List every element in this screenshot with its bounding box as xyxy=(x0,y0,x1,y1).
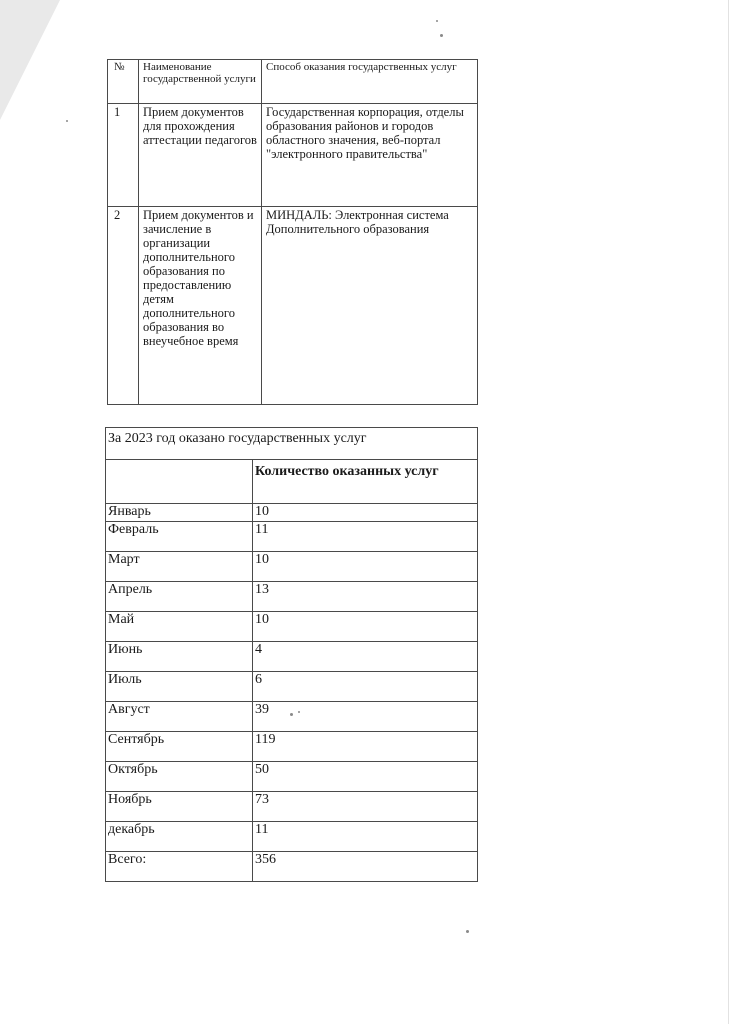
month-label: Февраль xyxy=(106,522,253,552)
scan-speck xyxy=(436,20,438,22)
service-name: Прием документов для прохождения аттестации педагогов xyxy=(139,104,262,207)
month-label: Октябрь xyxy=(106,762,253,792)
table-row xyxy=(108,104,478,207)
scan-shadow-corner xyxy=(0,0,60,120)
table-row xyxy=(106,822,478,852)
month-label: Июль xyxy=(106,672,253,702)
total-row xyxy=(106,852,478,882)
month-label: Январь xyxy=(106,504,253,522)
month-count: 13 xyxy=(253,582,478,612)
month-count: 4 xyxy=(253,642,478,672)
month-label: Август xyxy=(106,702,253,732)
month-label: Июнь xyxy=(106,642,253,672)
stats-caption-row xyxy=(106,428,478,460)
stats-caption: За 2023 год оказано государственных услуг xyxy=(106,428,478,460)
scan-speck xyxy=(440,34,443,37)
table-row xyxy=(108,207,478,405)
header-service-name: Наименование государственной услуги xyxy=(139,60,262,104)
scan-speck xyxy=(66,120,68,122)
month-label: Май xyxy=(106,612,253,642)
service-method: Государственная корпорация, отделы образования районов и городов областного значения, веб-портал "электронного правительства" xyxy=(262,104,478,207)
month-count: 39 xyxy=(253,702,478,732)
stats-header-label xyxy=(106,460,253,504)
table-row xyxy=(106,612,478,642)
table-row xyxy=(106,522,478,552)
month-label: Ноябрь xyxy=(106,792,253,822)
month-count: 50 xyxy=(253,762,478,792)
header-number: № xyxy=(108,60,139,104)
service-name: Прием документов и зачисление в организации дополнительного образования по предоставлению детям дополнительного образования во внеучебное время xyxy=(139,207,262,405)
service-method: МИНДАЛЬ: Электронная система Дополнительного образования xyxy=(262,207,478,405)
services-table xyxy=(107,59,478,405)
table-row xyxy=(106,762,478,792)
table-row xyxy=(106,732,478,762)
total-label: Всего: xyxy=(106,852,253,882)
month-count: 6 xyxy=(253,672,478,702)
month-count: 10 xyxy=(253,612,478,642)
table-row xyxy=(106,552,478,582)
table-row xyxy=(106,642,478,672)
month-count: 73 xyxy=(253,792,478,822)
table-row xyxy=(106,504,478,522)
scan-speck xyxy=(466,930,469,933)
month-label: декабрь xyxy=(106,822,253,852)
header-service-method: Способ оказания государственных услуг xyxy=(262,60,478,104)
month-label: Сентябрь xyxy=(106,732,253,762)
table-row xyxy=(106,792,478,822)
month-count: 11 xyxy=(253,822,478,852)
month-count: 10 xyxy=(253,552,478,582)
month-count: 11 xyxy=(253,522,478,552)
total-value: 356 xyxy=(253,852,478,882)
stats-table xyxy=(105,427,478,882)
row-number: 2 xyxy=(108,207,139,405)
month-label: Март xyxy=(106,552,253,582)
month-label: Апрель xyxy=(106,582,253,612)
stats-header-value: Количество оказанных услуг xyxy=(253,460,478,504)
table-row xyxy=(106,582,478,612)
table-row xyxy=(106,702,478,732)
month-count: 10 xyxy=(253,504,478,522)
row-number: 1 xyxy=(108,104,139,207)
table-row xyxy=(106,672,478,702)
scan-page-edge xyxy=(728,0,729,1024)
month-count: 119 xyxy=(253,732,478,762)
services-header-row xyxy=(108,60,478,104)
stats-header-row xyxy=(106,460,478,504)
